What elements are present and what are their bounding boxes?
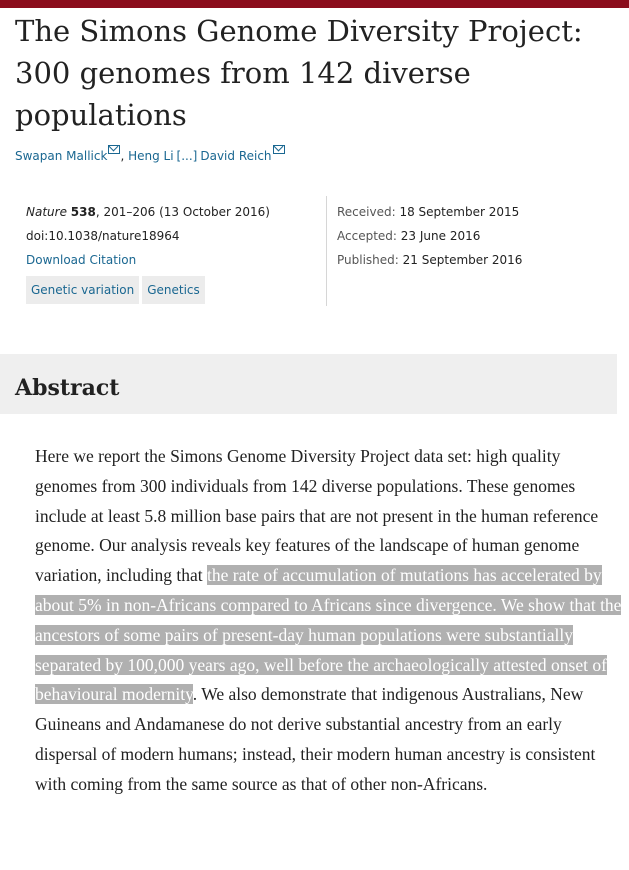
article-history: [337, 200, 522, 272]
email-icon[interactable]: [108, 145, 120, 154]
top-brand-bar: [0, 0, 629, 8]
journal-volume: 538: [70, 205, 96, 219]
abstract-selected-text[interactable]: the rate of accumulation of mutations has accelerated by about 5% in non-Africans compared to Africans since divergence. We show that the ancestors of some pairs of present-day human populations were substantially separated by 100,000 years ago, well before the archaeologically attested onset of behavioural modernity: [35, 565, 622, 705]
published-date: [337, 248, 522, 272]
journal-name: Nature: [26, 205, 67, 219]
abstract-text-after: . We also demonstrate that indigenous Australians, New Guineans and Andamanese do not derive substantial ancestry from an early dispersal of modern humans; instead, their modern human ancestry is consistent with coming from the same source as that of other non-Africans.: [35, 684, 596, 794]
author-separator: ,: [120, 149, 129, 163]
author-list: [15, 145, 285, 163]
abstract-text: [35, 442, 625, 800]
subject-tag-genetic-variation[interactable]: Genetic variation: [26, 276, 139, 304]
meta-divider: [326, 196, 327, 306]
email-icon[interactable]: [273, 145, 285, 154]
subject-tag-genetics[interactable]: Genetics: [142, 276, 205, 304]
citation-info: [26, 200, 270, 272]
received-date: [337, 200, 522, 224]
received-label: Received:: [337, 205, 396, 219]
published-label: Published:: [337, 253, 399, 267]
author-link[interactable]: David Reich: [200, 149, 272, 163]
subject-tags: [26, 276, 205, 304]
author-link[interactable]: Swapan Mallick: [15, 149, 108, 163]
published-value: 21 September 2016: [402, 253, 523, 267]
journal-pages-date: , 201–206 (13 October 2016): [95, 205, 270, 219]
accepted-value: 23 June 2016: [400, 229, 481, 243]
author-link[interactable]: Heng Li: [128, 149, 174, 163]
article-title: The Simons Genome Diversity Project: 300 genomes from 142 diverse populations: [15, 14, 583, 132]
received-value: 18 September 2015: [399, 205, 520, 219]
accepted-label: Accepted:: [337, 229, 397, 243]
show-all-authors-button[interactable]: [...]: [176, 149, 198, 163]
abstract-heading: Abstract: [15, 375, 120, 401]
accepted-date: [337, 224, 522, 248]
journal-citation: [26, 200, 270, 224]
doi: doi:10.1038/nature18964: [26, 229, 180, 243]
abstract-text-before: Here we report the Simons Genome Diversity Project data set: high quality genomes from 300 individuals from 142 diverse populations. These genomes include at least 5.8 million base pairs that are not present in the human reference genome. Our analysis reveals key features of the landscape of human genome variation, including that: [35, 446, 599, 586]
download-citation-link[interactable]: Download Citation: [26, 253, 137, 267]
